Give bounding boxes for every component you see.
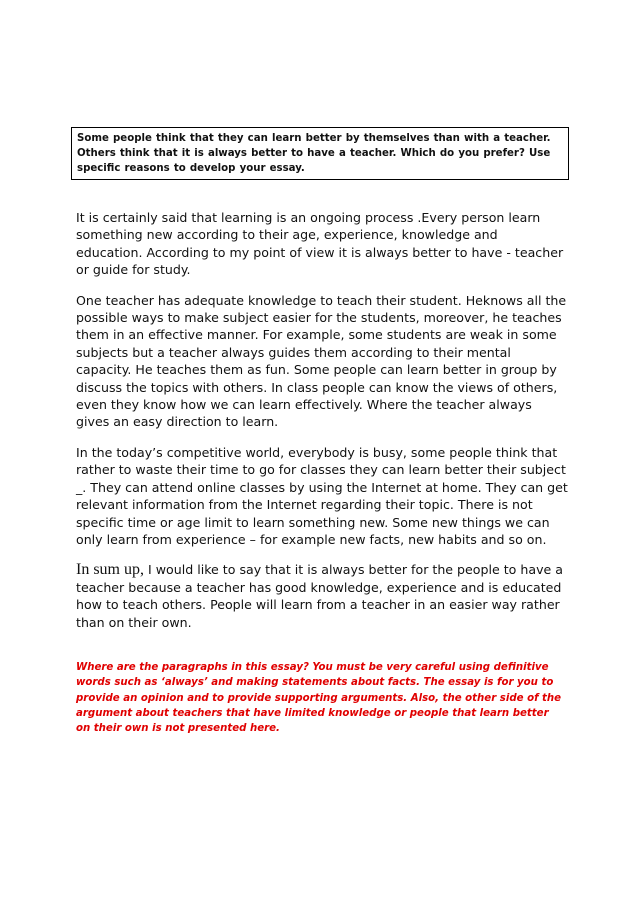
essay-prompt-box: [71, 127, 569, 180]
essay-body: [76, 209, 568, 644]
essay-paragraph-4: [76, 561, 568, 631]
essay-paragraph-3: In the today’s competitive world, everybody is busy, some people think that rather to waste their time to go for classes they can learn better their subject _. They can attend online classes by using the Internet at home. They can get relevant information from the Internet regarding their topic. There is not specific time or age limit to learn something new. Some new things we can only learn from experience – for example new facts, new habits and so on.: [76, 444, 568, 547]
essay-paragraph-2: One teacher has adequate knowledge to teach their student. Heknows all the possible ways to make subject easier for the students, moreover, he teaches them in an effective manner. For example, some students are weak in some subjects but a teacher always guides them according to their mental capacity. He teaches them as fun. Some people can learn better in group by discuss the topics with others. In class people can know the views of others, even they know how we can learn effectively. Where the teacher always gives an easy direction to learn.: [76, 292, 567, 430]
essay-prompt-text: Some people think that they can learn better by themselves than with a teacher. Others think that it is always better to have a teacher. Which do you prefer? Use specific reasons to develop your essay.: [77, 133, 551, 174]
conclusion-lead-phrase: In sum up,: [76, 561, 144, 579]
essay-paragraph-1: It is certainly said that learning is an ongoing process .Every person learn something new according to their age, experience, knowledge and education. According to my point of view it is always better to have - teacher or guide for study.: [76, 210, 564, 278]
teacher-feedback-text: Where are the paragraphs in this essay? You must be very careful using definitive words such as ‘always’ and making statements about facts. The essay is for you to provide an opinion and to provide supporting arguments. Also, the other side of the argument about teachers that have limited knowledge or people that learn better on their own is not presented here.: [76, 662, 562, 735]
teacher-feedback: [76, 660, 566, 736]
conclusion-text: I would like to say that it is always better for the people to have a teacher because a teacher has good knowledge, experience and is educated how to teach others. People will learn from a teacher in an easier way rather than on their own.: [76, 562, 564, 630]
